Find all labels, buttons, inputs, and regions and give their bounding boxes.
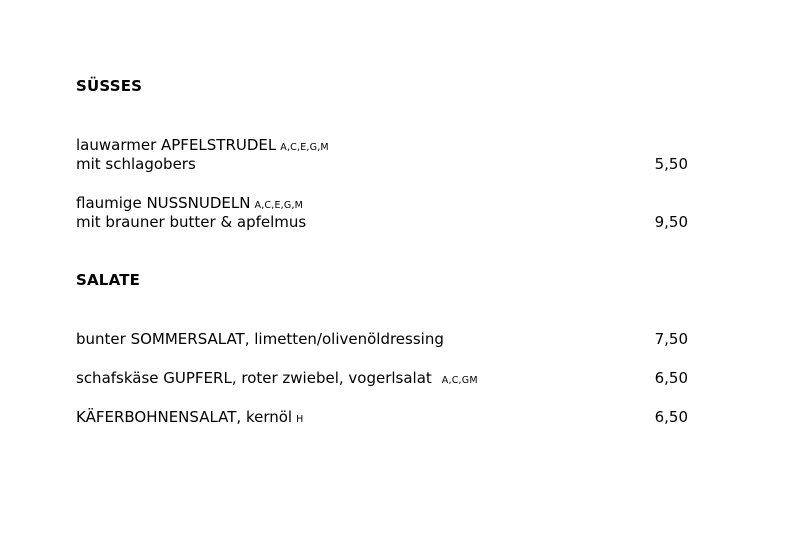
menu-item-nussnudeln-description: mit brauner butter & apfelmus — [76, 213, 307, 231]
dish-name: schafskäse GUPFERL, roter zwiebel, vogerlsalat — [76, 369, 432, 387]
menu-item-apfelstrudel-name — [76, 136, 329, 157]
menu-item-gupferl-name — [76, 369, 478, 390]
menu-item-apfelstrudel-price: 5,50 — [654, 155, 688, 173]
menu-item-apfelstrudel-description: mit schlagobers — [76, 155, 196, 173]
dish-name: lauwarmer APFELSTRUDEL — [76, 136, 277, 154]
menu-item-sommersalat-name — [76, 330, 444, 348]
menu-item-nussnudeln-price: 9,50 — [654, 213, 688, 231]
section-title-salate: SALATE — [76, 271, 141, 289]
allergen-codes: A,C,GM — [441, 375, 478, 386]
allergen-codes: H — [296, 414, 304, 425]
section-title-suesses: SÜSSES — [76, 77, 143, 95]
allergen-codes: A,C,E,G,M — [254, 200, 304, 211]
menu-item-kaeferbohnensalat-price: 6,50 — [654, 408, 688, 426]
menu-item-gupferl-price: 6,50 — [654, 369, 688, 387]
menu-item-nussnudeln-name — [76, 194, 303, 215]
allergen-codes: A,C,E,G,M — [280, 142, 329, 153]
dish-name: bunter SOMMERSALAT, limetten/olivenöldressing — [76, 330, 444, 348]
dish-name: flaumige NUSSNUDELN — [76, 194, 251, 212]
menu-item-kaeferbohnensalat-name — [76, 408, 303, 429]
menu-item-sommersalat-price: 7,50 — [654, 330, 688, 348]
dish-name: KÄFERBOHNENSALAT, kernöl — [76, 408, 293, 426]
